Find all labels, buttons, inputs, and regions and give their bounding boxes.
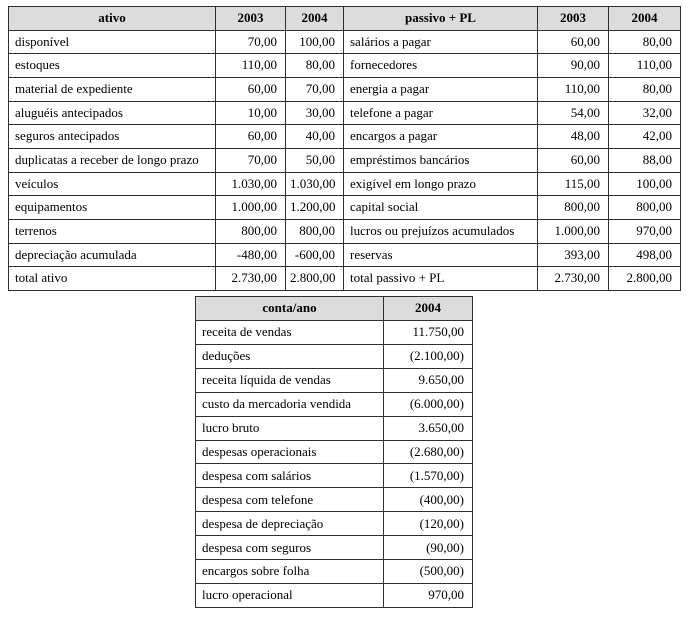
passivo-value-2003: 54,00: [538, 101, 609, 125]
table-row-total: [196, 584, 473, 608]
passivo-value-2003: 60,00: [538, 30, 609, 54]
passivo-value-2004: 80,00: [609, 30, 681, 54]
passivo-value-2004: 32,00: [609, 101, 681, 125]
ativo-value-2003: 60,00: [216, 125, 286, 149]
income-account-label: despesa com telefone: [196, 488, 384, 512]
passivo-account-label: exigível em longo prazo: [344, 172, 538, 196]
table-row: [9, 101, 681, 125]
table-row: [9, 77, 681, 101]
income-value-2004: (120,00): [384, 512, 473, 536]
income-account-label: receita de vendas: [196, 320, 384, 344]
income-account-label: custo da mercadoria vendida: [196, 392, 384, 416]
ativo-value-2004: 1.030,00: [286, 172, 344, 196]
income-account-label: deduções: [196, 344, 384, 368]
income-account-label: despesa de depreciação: [196, 512, 384, 536]
table-row: [196, 488, 473, 512]
table-row-total: [9, 267, 681, 291]
ativo-value-2003: 1.000,00: [216, 196, 286, 220]
passivo-value-2003: 115,00: [538, 172, 609, 196]
income-statement-table: [195, 296, 473, 608]
ativo-value-2004: 50,00: [286, 148, 344, 172]
income-account-label: despesas operacionais: [196, 440, 384, 464]
income-value-2004: 11.750,00: [384, 320, 473, 344]
table-row: [9, 148, 681, 172]
passivo-value-2004: 970,00: [609, 219, 681, 243]
passivo-account-label: salários a pagar: [344, 30, 538, 54]
table-row: [9, 30, 681, 54]
table-row: [196, 392, 473, 416]
ativo-account-label: terrenos: [9, 219, 216, 243]
passivo-value-2003: 1.000,00: [538, 219, 609, 243]
total-ativo-2003: 2.730,00: [216, 267, 286, 291]
passivo-value-2003: 110,00: [538, 77, 609, 101]
ativo-value-2003: 70,00: [216, 148, 286, 172]
ativo-account-label: equipamentos: [9, 196, 216, 220]
ativo-account-label: material de expediente: [9, 77, 216, 101]
income-value-2004: (500,00): [384, 560, 473, 584]
ativo-value-2004: 1.200,00: [286, 196, 344, 220]
income-account-label: despesa com salários: [196, 464, 384, 488]
total-ativo-2004: 2.800,00: [286, 267, 344, 291]
ativo-value-2004: -600,00: [286, 243, 344, 267]
passivo-value-2003: 800,00: [538, 196, 609, 220]
header-ativo: ativo: [9, 7, 216, 31]
lucro-operacional-label: lucro operacional: [196, 584, 384, 608]
total-passivo-2004: 2.800,00: [609, 267, 681, 291]
ativo-value-2004: 800,00: [286, 219, 344, 243]
header-ativo-2003: 2003: [216, 7, 286, 31]
income-value-2004: 9.650,00: [384, 368, 473, 392]
table-row: [196, 368, 473, 392]
passivo-value-2004: 88,00: [609, 148, 681, 172]
passivo-value-2004: 498,00: [609, 243, 681, 267]
passivo-account-label: energia a pagar: [344, 77, 538, 101]
table-row: [196, 320, 473, 344]
table-row: [9, 243, 681, 267]
passivo-value-2004: 800,00: [609, 196, 681, 220]
passivo-account-label: empréstimos bancários: [344, 148, 538, 172]
table-row: [9, 196, 681, 220]
passivo-account-label: lucros ou prejuízos acumulados: [344, 219, 538, 243]
balance-sheet-table: [8, 6, 681, 291]
income-value-2004: (90,00): [384, 536, 473, 560]
table-row: [9, 54, 681, 78]
passivo-account-label: telefone a pagar: [344, 101, 538, 125]
table-row: [9, 172, 681, 196]
income-account-label: encargos sobre folha: [196, 560, 384, 584]
ativo-value-2003: 60,00: [216, 77, 286, 101]
ativo-account-label: disponível: [9, 30, 216, 54]
ativo-value-2003: 800,00: [216, 219, 286, 243]
table-row: [9, 125, 681, 149]
total-passivo-2003: 2.730,00: [538, 267, 609, 291]
ativo-value-2003: 70,00: [216, 30, 286, 54]
income-account-label: receita líquida de vendas: [196, 368, 384, 392]
income-header-row: [196, 297, 473, 321]
income-value-2004: (6.000,00): [384, 392, 473, 416]
passivo-value-2004: 100,00: [609, 172, 681, 196]
balance-header-row: [9, 7, 681, 31]
header-2004: 2004: [384, 297, 473, 321]
passivo-account-label: fornecedores: [344, 54, 538, 78]
table-row: [196, 560, 473, 584]
income-value-2004: (1.570,00): [384, 464, 473, 488]
ativo-value-2004: 40,00: [286, 125, 344, 149]
income-account-label: despesa com seguros: [196, 536, 384, 560]
income-value-2004: (2.680,00): [384, 440, 473, 464]
passivo-value-2003: 90,00: [538, 54, 609, 78]
income-value-2004: (400,00): [384, 488, 473, 512]
ativo-account-label: duplicatas a receber de longo prazo: [9, 148, 216, 172]
total-ativo-label: total ativo: [9, 267, 216, 291]
ativo-value-2003: 1.030,00: [216, 172, 286, 196]
ativo-value-2004: 30,00: [286, 101, 344, 125]
table-row: [196, 440, 473, 464]
table-row: [196, 416, 473, 440]
ativo-account-label: aluguéis antecipados: [9, 101, 216, 125]
passivo-account-label: capital social: [344, 196, 538, 220]
header-ativo-2004: 2004: [286, 7, 344, 31]
header-passivo-pl: passivo + PL: [344, 7, 538, 31]
passivo-account-label: reservas: [344, 243, 538, 267]
ativo-value-2003: 10,00: [216, 101, 286, 125]
ativo-account-label: estoques: [9, 54, 216, 78]
table-row: [196, 344, 473, 368]
passivo-value-2003: 48,00: [538, 125, 609, 149]
passivo-value-2003: 60,00: [538, 148, 609, 172]
income-account-label: lucro bruto: [196, 416, 384, 440]
ativo-value-2004: 70,00: [286, 77, 344, 101]
table-row: [196, 464, 473, 488]
ativo-account-label: seguros antecipados: [9, 125, 216, 149]
table-row: [9, 219, 681, 243]
header-passivo-2003: 2003: [538, 7, 609, 31]
ativo-account-label: veículos: [9, 172, 216, 196]
header-conta-ano: conta/ano: [196, 297, 384, 321]
ativo-account-label: depreciação acumulada: [9, 243, 216, 267]
passivo-value-2004: 42,00: [609, 125, 681, 149]
passivo-value-2004: 110,00: [609, 54, 681, 78]
passivo-value-2003: 393,00: [538, 243, 609, 267]
header-passivo-2004: 2004: [609, 7, 681, 31]
passivo-account-label: encargos a pagar: [344, 125, 538, 149]
lucro-operacional-value: 970,00: [384, 584, 473, 608]
income-value-2004: (2.100,00): [384, 344, 473, 368]
ativo-value-2004: 100,00: [286, 30, 344, 54]
total-passivo-label: total passivo + PL: [344, 267, 538, 291]
income-value-2004: 3.650,00: [384, 416, 473, 440]
ativo-value-2004: 80,00: [286, 54, 344, 78]
table-row: [196, 512, 473, 536]
table-row: [196, 536, 473, 560]
ativo-value-2003: 110,00: [216, 54, 286, 78]
passivo-value-2004: 80,00: [609, 77, 681, 101]
ativo-value-2003: -480,00: [216, 243, 286, 267]
